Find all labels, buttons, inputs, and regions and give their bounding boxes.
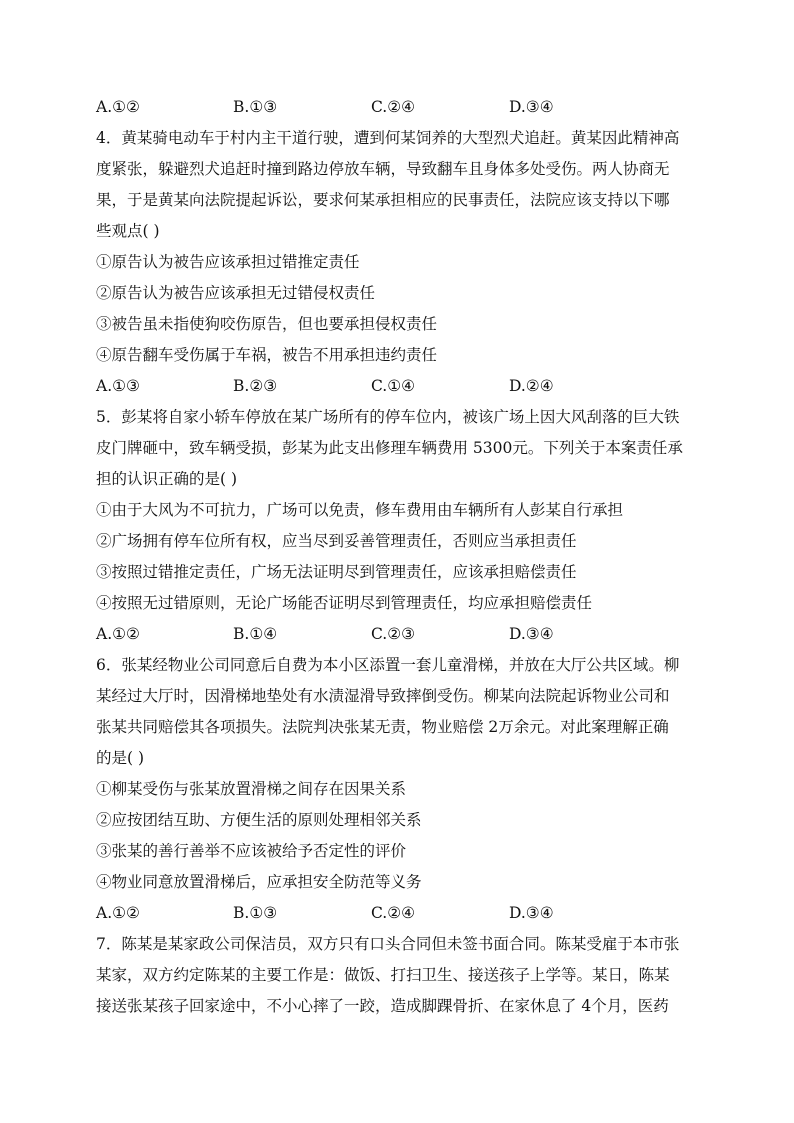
q3-option-d[interactable]: D.③④ (509, 98, 554, 116)
q7-stem-line: 接送张某孩子回家途中，不小心摔了一跤，造成脚踝骨折、在家休息了 4个月，医药 (96, 997, 669, 1015)
q5-option-b[interactable]: B.①④ (233, 625, 278, 643)
q5-statement-1: ①由于大风为不可抗力，广场可以免责，修车费用由车辆所有人彭某自行承担 (96, 501, 624, 519)
q6-stem-line: 张某共同赔偿其各项损失。法院判决张某无责，物业赔偿 2万余元。对此案理解正确 (96, 718, 669, 736)
q4-statement-2: ②原告认为被告应该承担无过错侵权责任 (96, 284, 376, 302)
q6-options (96, 898, 700, 929)
question-7 (96, 929, 700, 1022)
question-5 (96, 402, 700, 650)
q4-option-b[interactable]: B.②③ (233, 377, 278, 395)
q7-stem-line: 某家，双方约定陈某的主要工作是：做饭、打扫卫生、接送孩子上学等。某日，陈某 (96, 966, 670, 984)
q6-stem-line: 某经过大厅时，因滑梯地垫处有水渍湿滑导致摔倒受伤。柳某向法院起诉物业公司和 (96, 687, 670, 705)
q3-option-a[interactable]: A.①② (96, 98, 140, 116)
q5-option-a[interactable]: A.①② (96, 625, 140, 643)
q4-statement-4: ④原告翻车受伤属于车祸，被告不用承担违约责任 (96, 346, 438, 364)
q6-option-d[interactable]: D.③④ (509, 904, 554, 922)
q4-stem-line: 些观点( ) (96, 222, 160, 240)
q3-option-c[interactable]: C.②④ (371, 98, 416, 116)
q6-option-c[interactable]: C.②④ (371, 904, 416, 922)
q4-statement-3: ③被告虽未指使狗咬伤原告，但也要承担侵权责任 (96, 315, 438, 333)
q5-statement-4: ④按照无过错原则，无论广场能否证明尽到管理责任，均应承担赔偿责任 (96, 594, 593, 612)
q6-statement-3: ③张某的善行善举不应该被给予否定性的评价 (96, 842, 407, 860)
q6-statement-1: ①柳某受伤与张某放置滑梯之间存在因果关系 (96, 780, 407, 798)
q6-statement-2: ②应按团结互助、方便生活的原则处理相邻关系 (96, 811, 422, 829)
q5-statement-3: ③按照过错推定责任，广场无法证明尽到管理责任，应该承担赔偿责任 (96, 563, 577, 581)
q6-statement-4: ④物业同意放置滑梯后，应承担安全防范等义务 (96, 873, 422, 891)
q6-stem-line: 的是( ) (96, 749, 145, 767)
q5-option-c[interactable]: C.②③ (371, 625, 416, 643)
q4-option-c[interactable]: C.①④ (371, 377, 416, 395)
q4-stem-line: 度紧张，躲避烈犬追赶时撞到路边停放车辆，导致翻车且身体多处受伤。两人协商无 (96, 160, 670, 178)
q4-options (96, 371, 700, 402)
q5-stem-line: 担的认识正确的是( ) (96, 470, 238, 488)
q5-options (96, 619, 700, 650)
q4-stem-line: 果，于是黄某向法院提起诉讼，要求何某承担相应的民事责任，法院应该支持以下哪 (96, 191, 670, 209)
q7-stem-line: 7．陈某是某家政公司保洁员，双方只有口头合同但未签书面合同。陈某受雇于本市张 (96, 935, 680, 953)
q6-option-a[interactable]: A.①② (96, 904, 140, 922)
q5-statement-2: ②广场拥有停车位所有权，应当尽到妥善管理责任，否则应当承担责任 (96, 532, 577, 550)
q6-stem-line: 6．张某经物业公司同意后自费为本小区添置一套儿童滑梯，并放在大厅公共区域。柳 (96, 656, 680, 674)
q4-option-a[interactable]: A.①③ (96, 377, 140, 395)
q6-option-b[interactable]: B.①③ (233, 904, 278, 922)
q4-stem-line: 4．黄某骑电动车于村内主干道行驶，遭到何某饲养的大型烈犬追赶。黄某因此精神高 (96, 129, 680, 147)
q3-options (96, 92, 700, 123)
q5-stem-line: 5．彭某将自家小轿车停放在某广场所有的停车位内，被该广场上因大风刮落的巨大铁 (96, 408, 680, 426)
q3-option-b[interactable]: B.①③ (233, 98, 278, 116)
exam-page (96, 92, 700, 1022)
q5-stem-line: 皮门牌砸中，致车辆受损，彭某为此支出修理车辆费用 5300元。下列关于本案责任承 (96, 439, 683, 457)
q4-statement-1: ①原告认为被告应该承担过错推定责任 (96, 253, 360, 271)
q4-option-d[interactable]: D.②④ (509, 377, 554, 395)
question-6 (96, 650, 700, 929)
question-4 (96, 123, 700, 402)
q5-option-d[interactable]: D.③④ (509, 625, 554, 643)
